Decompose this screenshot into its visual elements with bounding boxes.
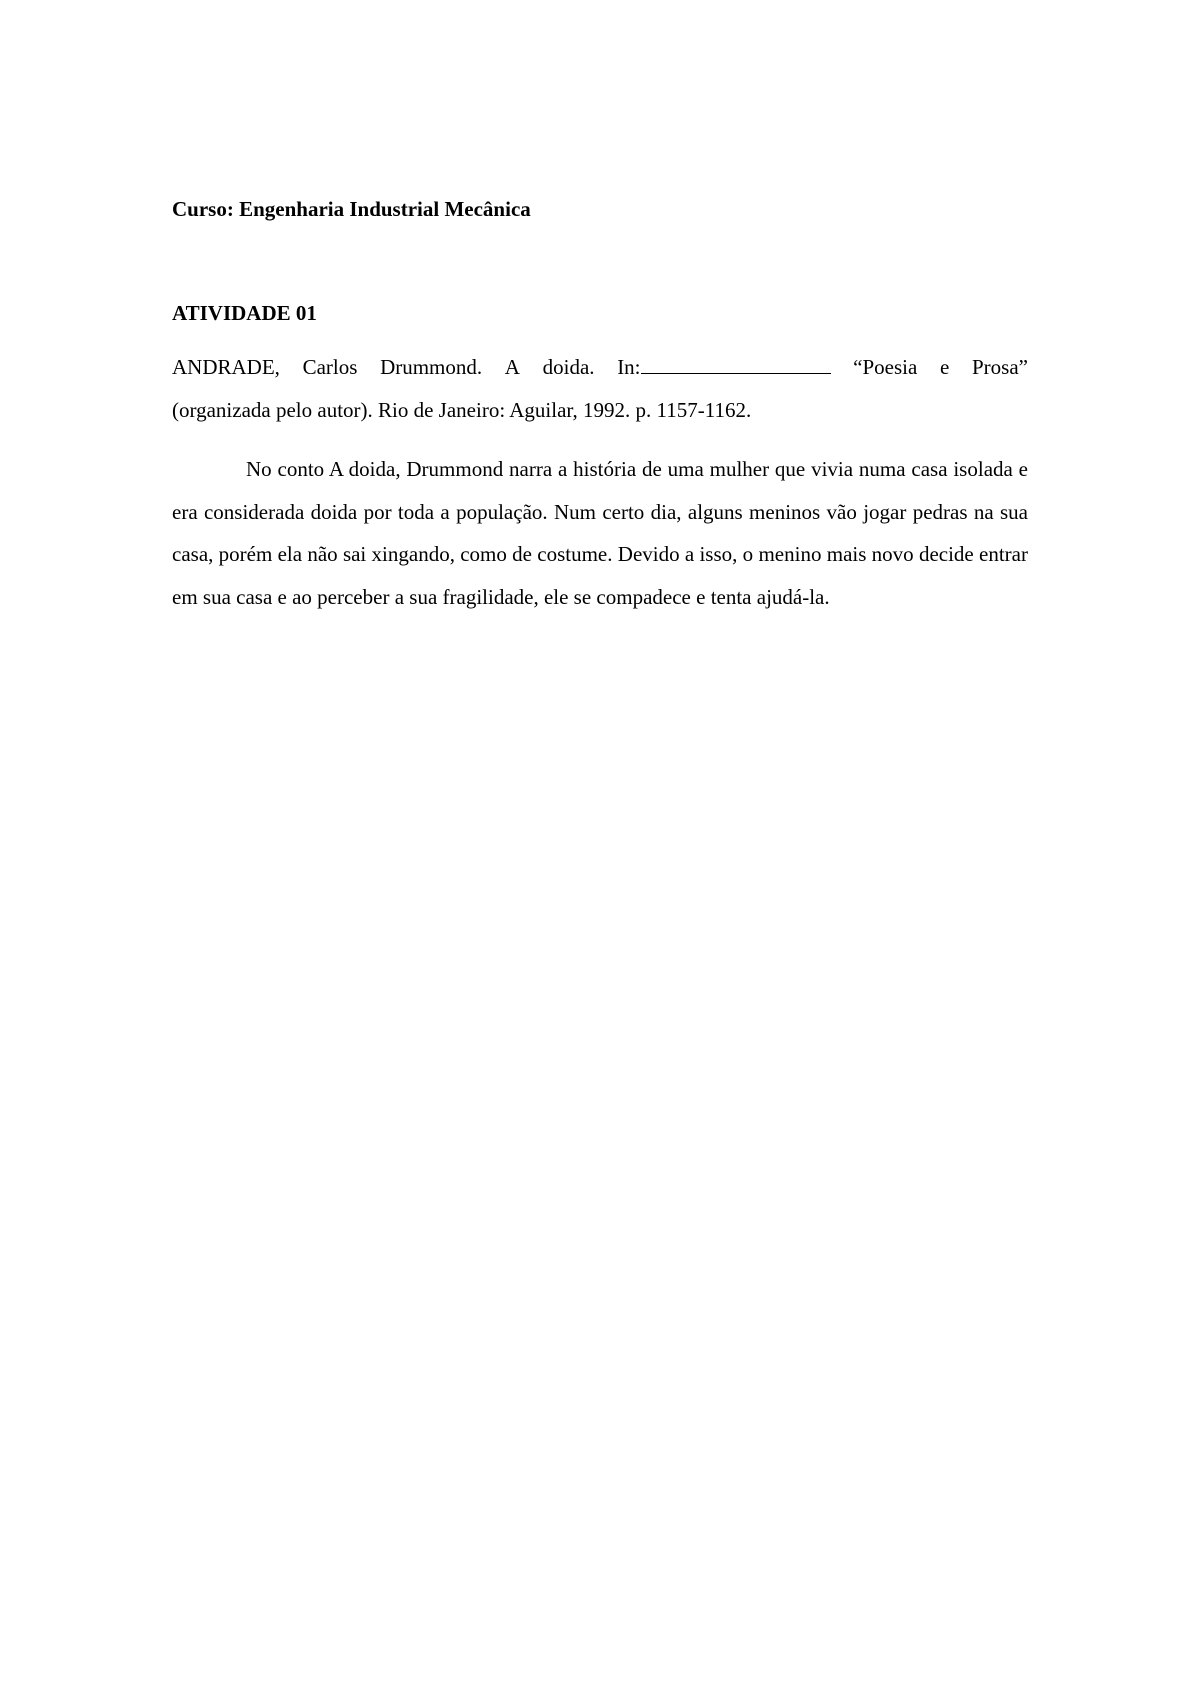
reference-in-group (617, 346, 830, 389)
reference-work-title: doida. (542, 355, 595, 379)
reference-author-first: Carlos (302, 355, 358, 379)
reference-collection-word-1: “Poesia (853, 355, 918, 379)
reference-blank-line (641, 355, 831, 374)
reference-collection-word-3: Prosa” (971, 355, 1028, 379)
reference-line-1 (172, 346, 1028, 389)
bibliographic-reference (172, 346, 1028, 432)
reference-work-article: A (504, 355, 520, 379)
reference-author-last: Drummond. (380, 355, 483, 379)
reference-line-2: (organizada pelo autor). Rio de Janeiro: Aguilar, 1992. p. 1157-1162. (172, 398, 752, 422)
reference-collection-word-2: e (939, 355, 950, 379)
activity-title: ATIVIDADE 01 (172, 301, 317, 325)
reference-in-label: In: (617, 355, 641, 379)
reference-author-surname: ANDRADE, (172, 355, 280, 379)
document-body (172, 192, 1028, 618)
course-heading: Curso: Engenharia Industrial Mecânica (172, 197, 531, 221)
summary-paragraph: No conto A doida, Drummond narra a história de uma mulher que vivia numa casa isolada e era considerada doida por toda a população. Num certo dia, alguns meninos vão jogar pedras na sua casa, porém ela não sai xingando, como de costume. Devido a isso, o menino mais novo decide entrar em sua casa e ao perceber a sua fragilidade, ele se compadece e tenta ajudá-la. (172, 457, 1028, 609)
